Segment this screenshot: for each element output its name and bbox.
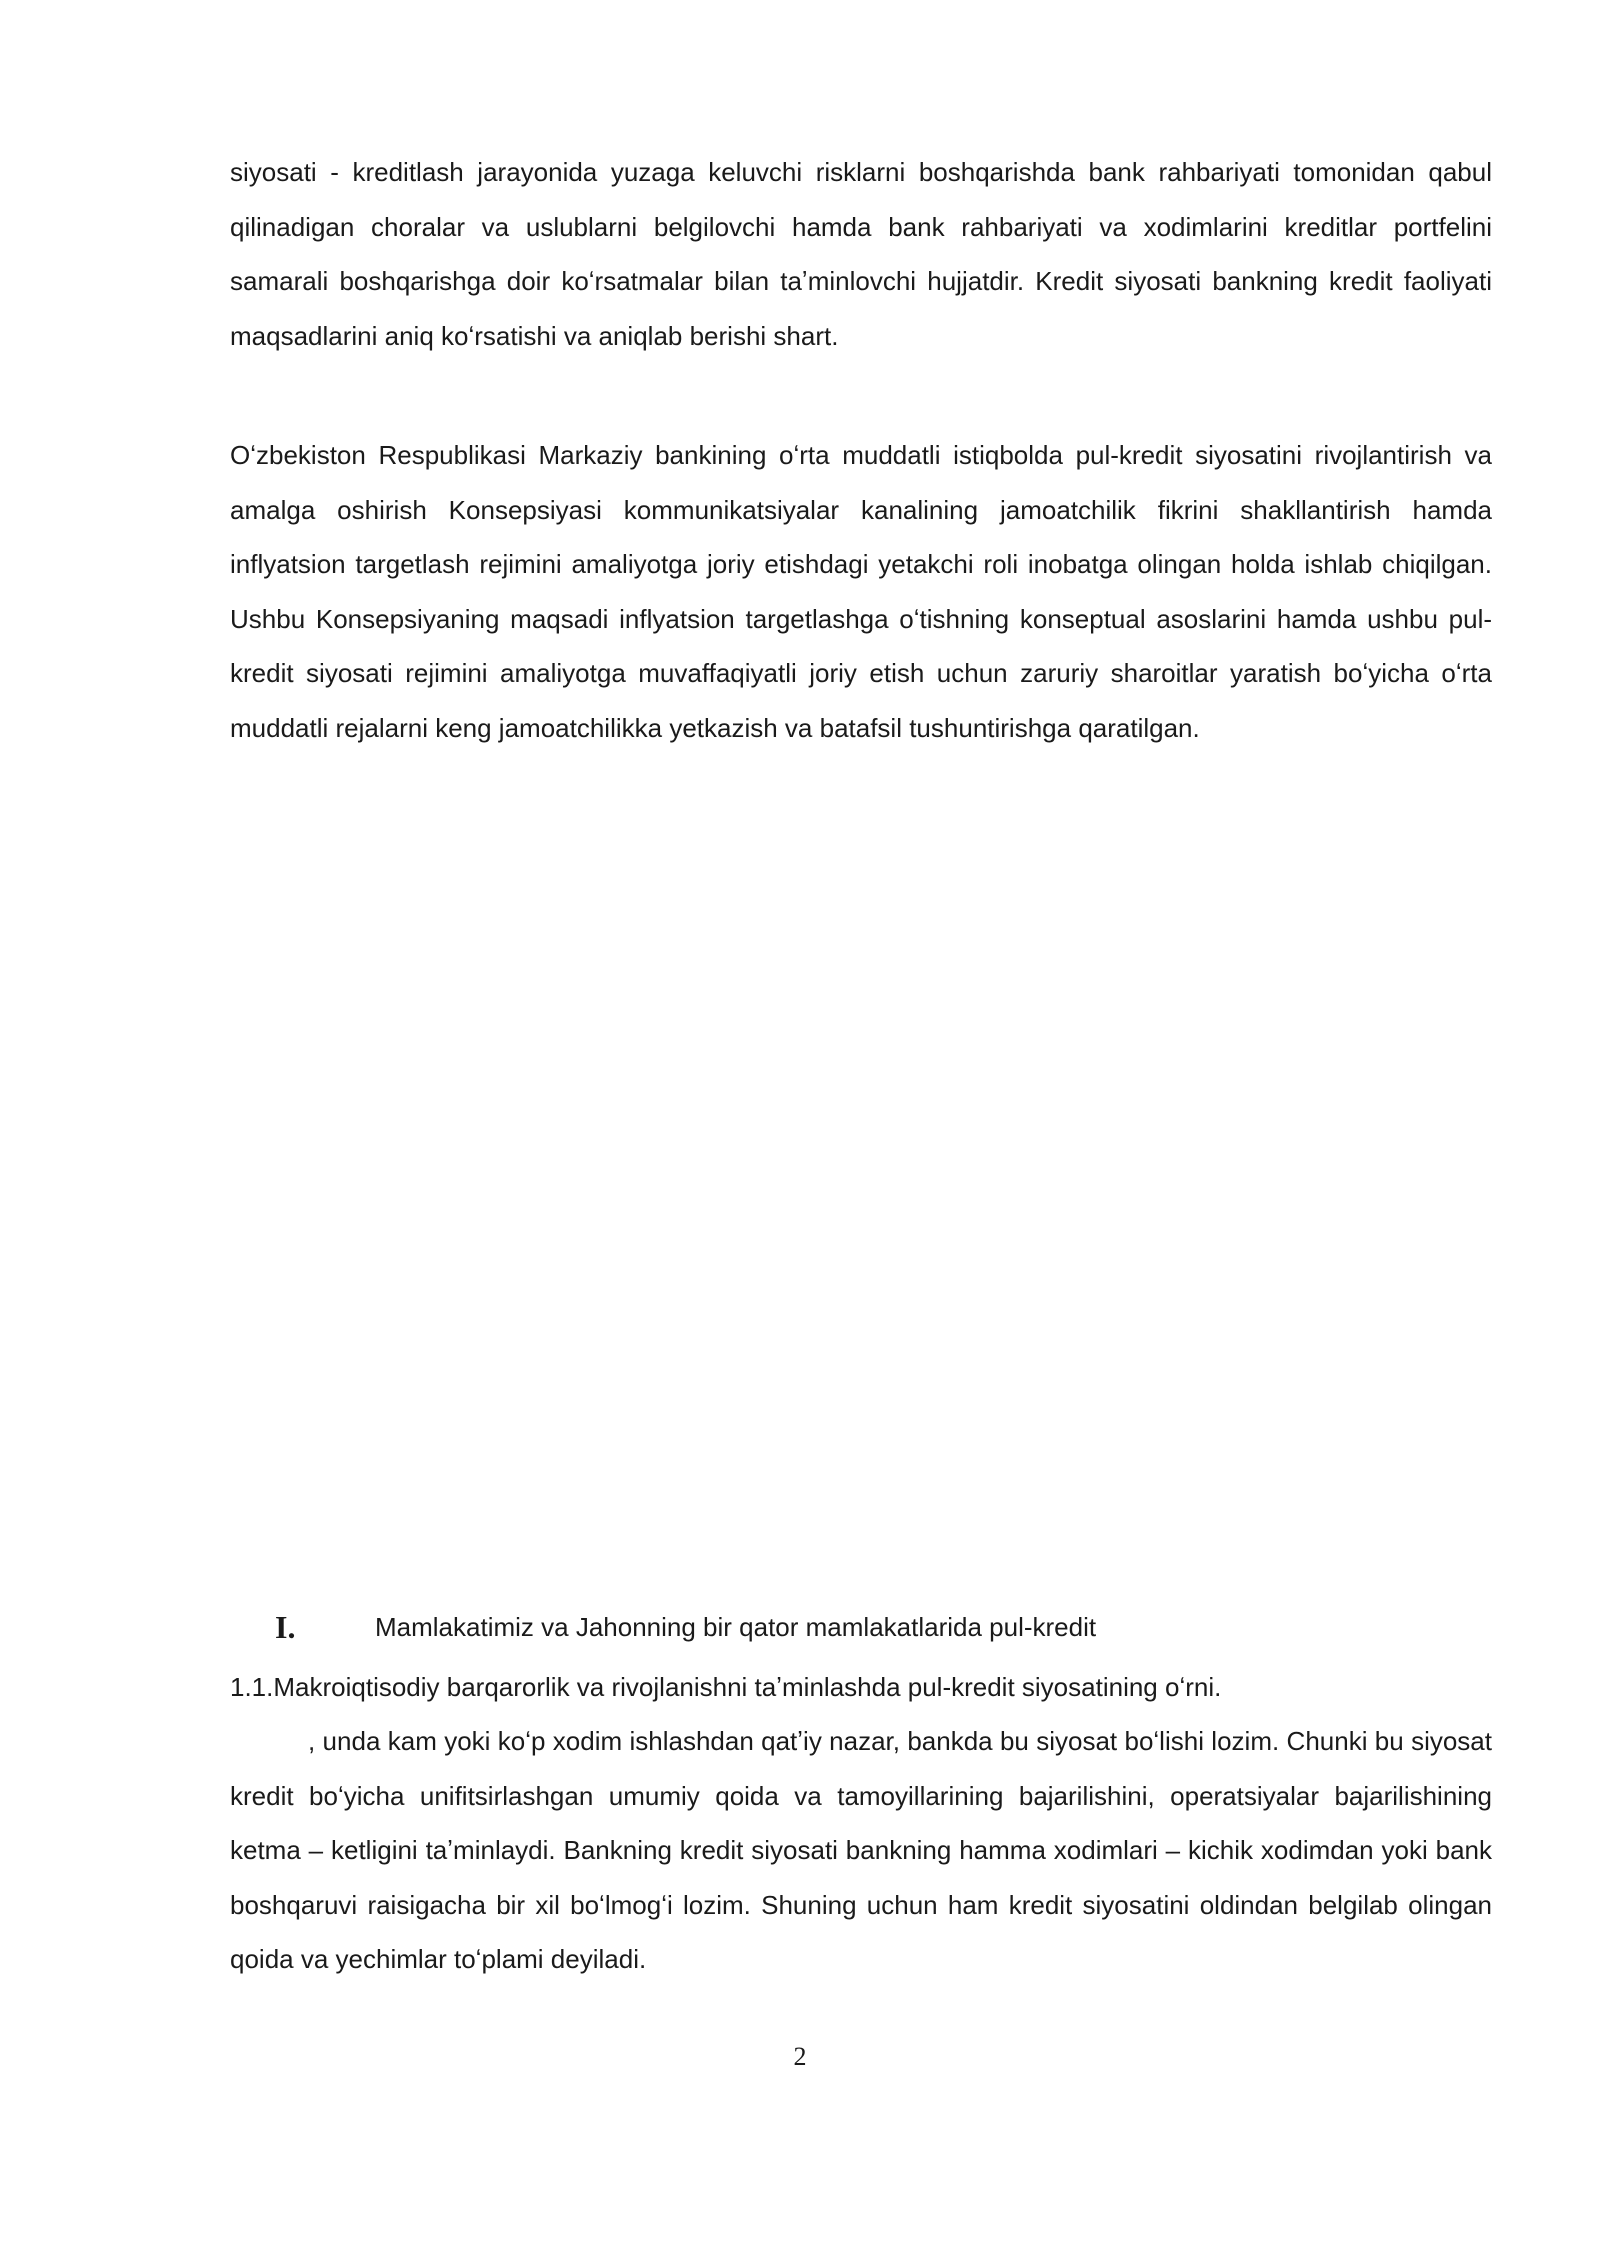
paragraph-bank-credit-policy: , unda kam yoki koʻp xodim ishlashdan qatʼiy nazar, bankda bu siyosat boʻlishi lozim. Chunki bu siyosat kredit boʻyicha unifitsirlashgan umumiy qoida va tamoyillarining bajarilishini, operatsiyalar bajarilishining ketma – ketligini taʼminlaydi. Bankning kredit siyosati bankning hamma xodimlari – kichik xodimdan yoki bank boshqaruvi raisigacha bir xil boʻlmogʻi lozim. Shuning uchun ham kredit siyosatini oldindan belgilab olingan qoida va yechimlar toʻplami deyiladi.: [230, 1726, 1492, 1974]
section-title: Mamlakatimiz va Jahonning bir qator mamlakatlarida pul-kredit: [375, 1611, 1097, 1642]
subsection-heading: 1.1.Makroiqtisodiy barqarorlik va rivojlanishni taʼminlashda pul-kredit siyosatining oʻrni.: [230, 1672, 1222, 1702]
paragraph-central-bank-concept: Oʻzbekiston Respublikasi Markaziy bankining oʻrta muddatli istiqbolda pul-kredit siyosatini rivojlantirish va amalga oshirish Konsepsiyasi kommunikatsiyalar kanalining jamoatchilik fikrini shakllantirish hamda inflyatsion targetlash rejimini amaliyotga joriy etishdagi yetakchi roli inobatga olingan holda ishlab chiqilgan. Ushbu Konsepsiyaning maqsadi inflyatsion targetlashga oʻtishning konseptual asoslarini hamda ushbu pul-kredit siyosati rejimini amaliyotga muvaffaqiyatli joriy etish uchun zaruriy sharoitlar yaratish boʻyicha oʻrta muddatli rejalarni keng jamoatchilikka yetkazish va batafsil tushuntirishga qaratilgan.: [230, 440, 1492, 743]
section-number: I.: [275, 1608, 296, 1645]
page-number: 2: [793, 2042, 807, 2071]
paragraph-credit-policy-definition: siyosati - kreditlash jarayonida yuzaga keluvchi risklarni boshqarishda bank rahbariyati tomonidan qabul qilinadigan choralar va uslublarni belgilovchi hamda bank rahbariyati va xodimlarini kreditlar portfelini samarali boshqarishga doir koʻrsatmalar bilan taʼminlovchi hujjatdir. Kredit siyosati bankning kredit faoliyati maqsadlarini aniq koʻrsatishi va aniqlab berishi shart.: [230, 157, 1492, 351]
section-heading: [275, 1600, 1096, 1654]
